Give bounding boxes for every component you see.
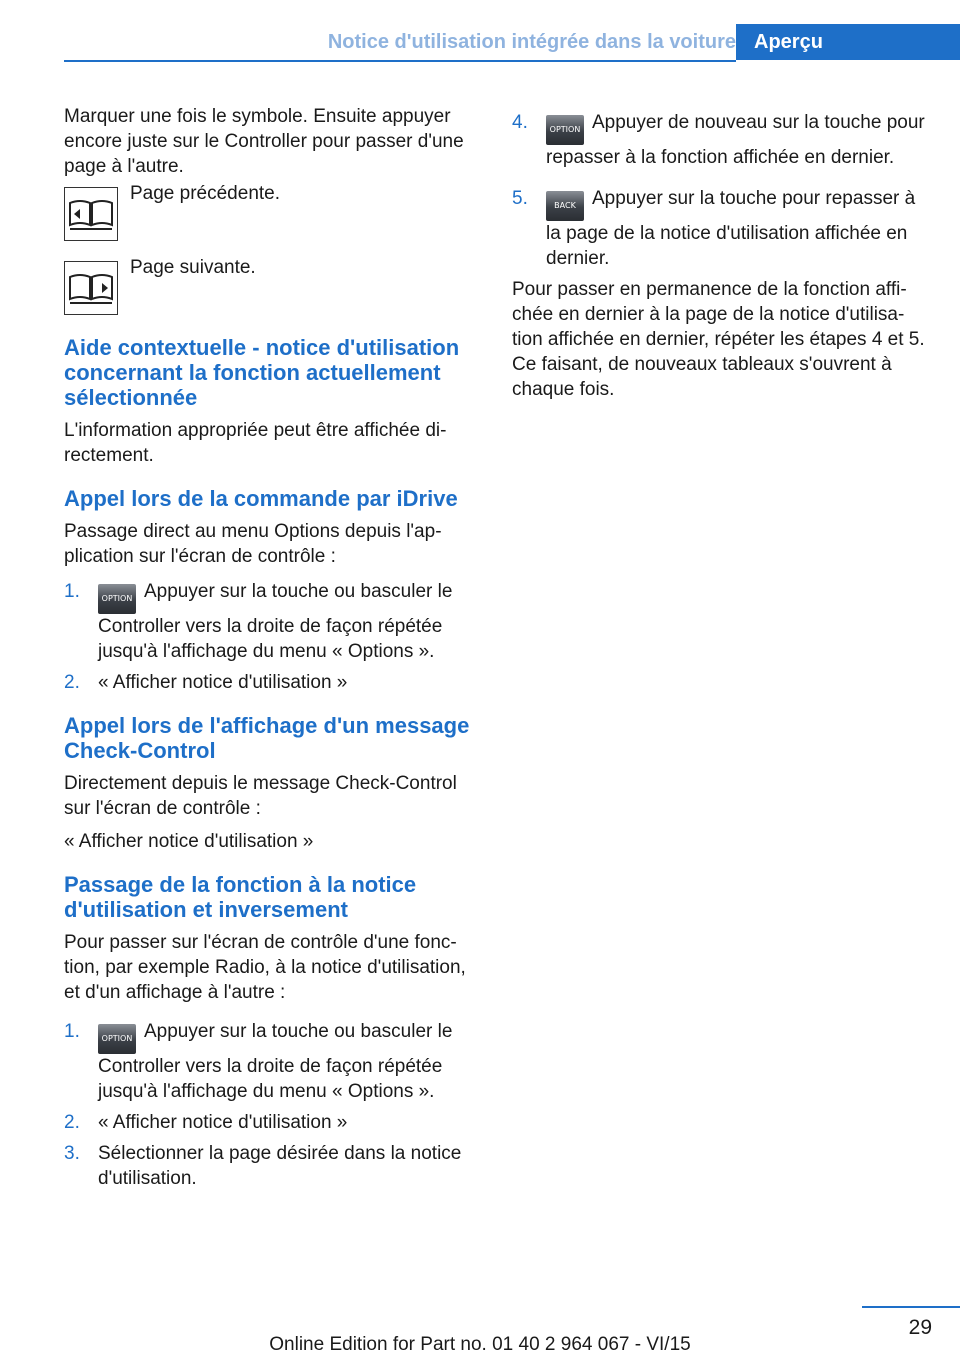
back-button-icon: BACK [546,191,584,221]
paragraph-check-control: Directement depuis le message Check-Control sur l'écran de contrôle : [64,773,457,819]
right-column [512,104,928,410]
heading-idrive: Appel lors de la commande par iDrive [64,486,458,511]
step-number: 4. [512,112,528,133]
step-text: « Afficher notice d'utilisation » [98,1112,348,1133]
switch-step [64,1019,480,1104]
next-page-row [64,257,480,315]
step-text: Sélectionner la page désirée dans la notice d'utilisation. [98,1143,462,1189]
prev-page-label: Page précédente. [130,183,281,204]
right-step [512,110,928,170]
option-button-icon: OPTION [98,1024,136,1054]
next-page-book-icon [64,261,118,315]
step-text: Appuyer sur la touche ou basculer le Controller vers la droite de façon répétée jusqu'à l'affichage du menu « Options ». [98,581,453,662]
step-number: 3. [64,1143,80,1164]
header-rule [64,60,736,62]
paragraph-contextual-help: L'information appropriée peut être affichée directement. [64,420,447,466]
next-page-label: Page suivante. [130,257,256,278]
header-tab-apercu[interactable]: Aperçu [736,24,960,60]
paragraph-permanent-switch: Pour passer en permanence de la fonction affichée en dernier à la page de la notice d'utilisation affichée en dernier, répéter les étapes 4 et 5. Ce faisant, de nouveaux tableaux s'ouvrent à chaque fois. [512,279,925,400]
step-number: 5. [512,188,528,209]
left-column [64,104,480,1197]
switch-step [64,1141,480,1191]
right-step [512,186,928,271]
step-number: 1. [64,1021,80,1042]
paragraph-check-control-menu: « Afficher notice d'utilisation » [64,831,314,852]
heading-contextual-help: Aide contextuelle - notice d'utilisation concernant la fonction actuellement sélectionnée [64,335,460,410]
switch-step [64,1110,480,1135]
step-number: 2. [64,1112,80,1133]
step-number: 1. [64,581,80,602]
step-text: Appuyer de nouveau sur la touche pour repasser à la fonction affichée en dernier. [546,112,925,168]
paragraph-idrive: Passage direct au menu Options depuis l'application sur l'écran de contrôle : [64,521,442,567]
footer-rule [862,1306,960,1308]
previous-page-book-icon [64,187,118,241]
idrive-step [64,670,480,695]
step-text: « Afficher notice d'utilisation » [98,672,348,693]
header-section-title: Notice d'utilisation intégrée dans la voiture [327,31,736,53]
step-text: Appuyer sur la touche ou basculer le Controller vers la droite de façon répétée jusqu'à l'affichage du menu « Options ». [98,1021,453,1102]
intro-paragraph: Marquer une fois le symbole. Ensuite appuyer encore juste sur le Controller pour passer d'une page à l'autre. [64,106,464,177]
heading-switch-function: Passage de la fonction à la notice d'utilisation et inversement [64,872,417,922]
prev-page-row [64,183,480,241]
paragraph-switch-function: Pour passer sur l'écran de contrôle d'une fonction, par exemple Radio, à la notice d'utilisation, et d'un affichage à l'autre : [64,932,466,1003]
heading-check-control: Appel lors de l'affichage d'un message Check-Control [64,713,470,763]
page-number: 29 [908,1316,932,1339]
step-text: Appuyer sur la touche pour repasser à la page de la notice d'utilisation affichée en dernier. [546,188,916,269]
option-button-icon: OPTION [546,115,584,145]
step-number: 2. [64,672,80,693]
footer-edition: Online Edition for Part no. 01 40 2 964 067 - VI/15 [269,1334,691,1355]
idrive-step [64,579,480,664]
option-button-icon: OPTION [98,584,136,614]
